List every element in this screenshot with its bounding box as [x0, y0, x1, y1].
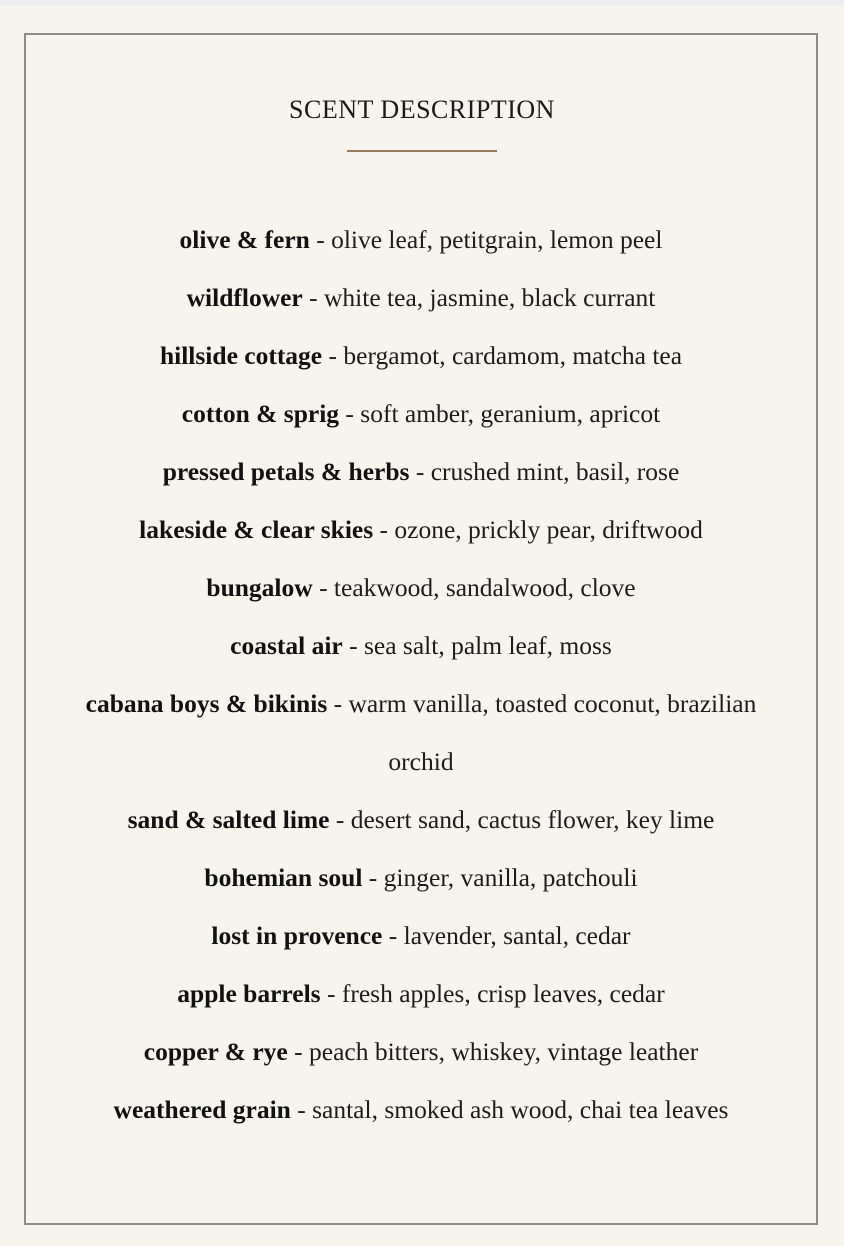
scent-item [24, 675, 818, 791]
scent-name: hillside cottage [159, 341, 323, 370]
scent-notes: - ginger, vanilla, patchouli [362, 863, 638, 892]
scent-notes: - teakwood, sandalwood, clove [312, 573, 636, 602]
scent-name: pressed petals & herbs [162, 457, 410, 486]
scent-item [24, 501, 818, 559]
scent-name: weathered grain [113, 1095, 291, 1124]
title-divider [347, 150, 497, 152]
scent-name: bungalow [206, 573, 313, 602]
scent-name: coastal air [230, 631, 343, 660]
scent-name: copper & rye [143, 1037, 288, 1066]
scent-notes: - fresh apples, crisp leaves, cedar [320, 979, 665, 1008]
scent-item [24, 791, 818, 849]
page [0, 5, 844, 1246]
scent-item [24, 849, 818, 907]
scent-notes: - desert sand, cactus flower, key lime [329, 805, 715, 834]
scent-name: apple barrels [177, 979, 321, 1008]
scent-name: wildflower [186, 283, 303, 312]
scent-list [24, 211, 818, 1139]
scent-notes: - bergamot, cardamom, matcha tea [322, 341, 683, 370]
scent-notes: - soft amber, geranium, apricot [339, 399, 661, 428]
scent-name: olive & fern [179, 225, 310, 254]
scent-item [24, 907, 818, 965]
scent-item [24, 443, 818, 501]
scent-name: lost in provence [211, 921, 383, 950]
page-title: SCENT DESCRIPTION [289, 95, 555, 124]
scent-name: cotton & sprig [181, 399, 340, 428]
scent-notes: - sea salt, palm leaf, moss [342, 631, 612, 660]
scent-notes: - peach bitters, whiskey, vintage leather [287, 1037, 699, 1066]
scent-item [24, 385, 818, 443]
scent-notes: - white tea, jasmine, black currant [302, 283, 656, 312]
scent-item [24, 965, 818, 1023]
scent-notes: - warm vanilla, toasted coconut, brazilian orchid [327, 689, 757, 776]
scent-name: bohemian soul [204, 863, 363, 892]
scent-item [24, 269, 818, 327]
scent-item [24, 1081, 818, 1139]
scent-item [24, 1023, 818, 1081]
scent-name: cabana boys & bikinis [85, 689, 328, 718]
scent-item [24, 211, 818, 269]
scent-name: lakeside & clear skies [139, 515, 374, 544]
scent-notes: - crushed mint, basil, rose [409, 457, 680, 486]
scent-item [24, 559, 818, 617]
scent-notes: - olive leaf, petitgrain, lemon peel [309, 225, 663, 254]
scent-notes: - santal, smoked ash wood, chai tea leaves [290, 1095, 729, 1124]
scent-notes: - ozone, prickly pear, driftwood [373, 515, 703, 544]
scent-item [24, 617, 818, 675]
scent-item [24, 327, 818, 385]
scent-name: sand & salted lime [127, 805, 330, 834]
scent-notes: - lavender, santal, cedar [382, 921, 631, 950]
